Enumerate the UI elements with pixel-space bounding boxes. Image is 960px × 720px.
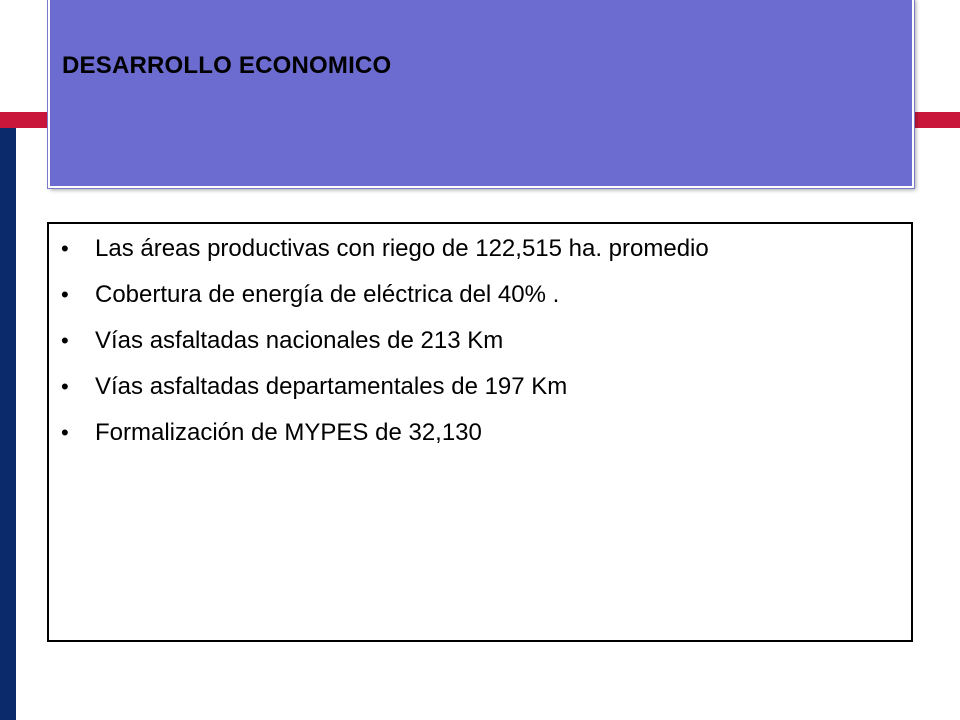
red-stripe-right: [912, 112, 960, 128]
bullet-point-icon: •: [61, 374, 69, 399]
red-stripe-left: [0, 112, 50, 128]
title-banner: [48, 0, 914, 188]
content-box: [47, 222, 913, 642]
bullet-text: Formalización de MYPES de 32,130: [95, 419, 482, 446]
bullet-list: [61, 234, 891, 464]
bullet-point-icon: •: [61, 236, 69, 261]
bullet-item: [61, 326, 891, 355]
bullet-point-icon: •: [61, 328, 69, 353]
bullet-text: Las áreas productivas con riego de 122,515 ha. promedio: [95, 235, 709, 262]
left-accent-bar: [0, 128, 16, 720]
bullet-point-icon: •: [61, 282, 69, 307]
bullet-item: [61, 372, 891, 401]
bullet-text: Vías asfaltadas departamentales de 197 Km: [95, 373, 568, 400]
bullet-text: Cobertura de energía de eléctrica del 40% .: [95, 281, 560, 308]
bullet-item: [61, 234, 891, 263]
bullet-text: Vías asfaltadas nacionales de 213 Km: [95, 327, 504, 354]
bullet-point-icon: •: [61, 420, 69, 445]
bullet-item: [61, 280, 891, 309]
bullet-item: [61, 418, 891, 447]
slide-title: DESARROLLO ECONOMICO: [62, 52, 392, 79]
